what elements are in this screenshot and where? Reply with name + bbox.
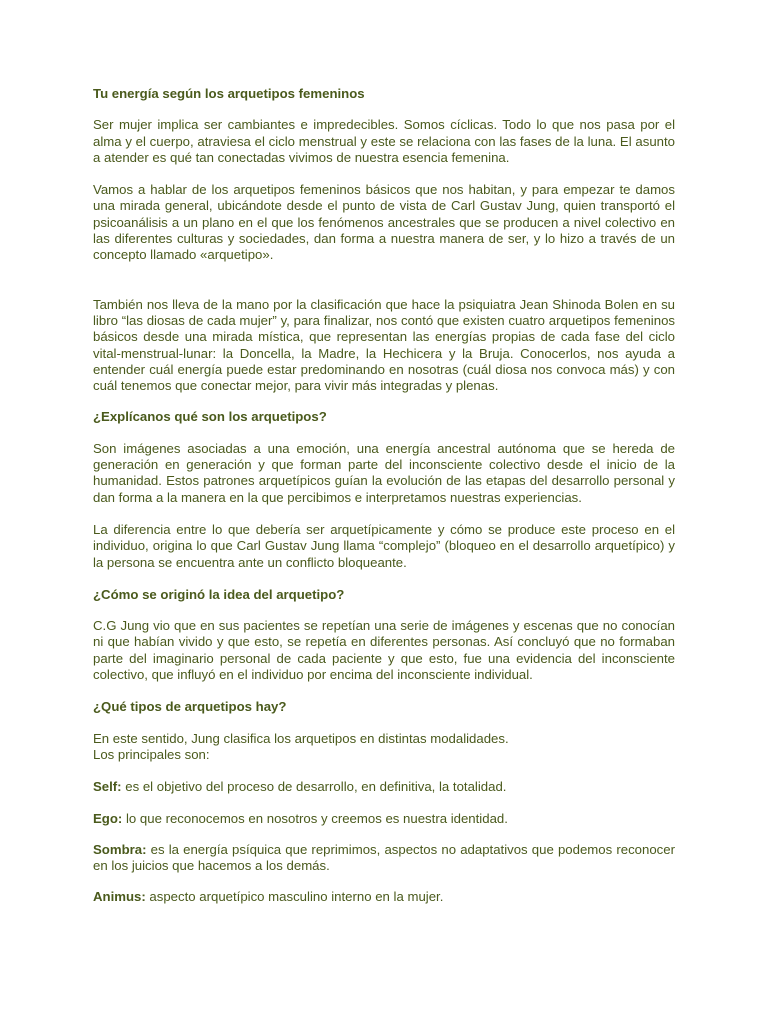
paragraph-definition: Son imágenes asociadas a una emoción, una energía ancestral autónoma que se hereda de generación en generación y que forman parte del inconsciente colectivo desde el inicio de la humanidad. Estos patrones arquetípicos guían la evolución de las etapas del desarrollo personal y dan forma a la manera en la que percibimos e interpretamos nuestras experiencias. <box>93 440 675 505</box>
document-page <box>93 86 675 921</box>
definition-ego <box>93 811 675 827</box>
paragraph-jung: Vamos a hablar de los arquetipos femeninos básicos que nos habitan, y para empezar te damos una mirada general, ubicándote desde el punto de vista de Carl Gustav Jung, quien transportó el psicoanálisis a un plano en el que los fenómenos ancestrales que se producen a nivel colectivo en las diferentes culturas y sociedades, dan forma a nuestra manera de ser, y lo hizo a través de un concepto llamado «arquetipo». <box>93 182 675 263</box>
definition-text: lo que reconocemos en nosotros y creemos es nuestra identidad. <box>122 810 508 826</box>
definition-sombra <box>93 842 675 875</box>
definition-text: es el objetivo del proceso de desarrollo, en definitiva, la totalidad. <box>121 779 507 795</box>
definition-text: aspecto arquetípico masculino interno en la mujer. <box>145 889 444 905</box>
paragraph-types <box>93 731 675 764</box>
definition-term: Sombra: <box>93 841 147 857</box>
definition-animus <box>93 889 675 905</box>
paragraph-bolen: También nos lleva de la mano por la clasificación que hace la psiquiatra Jean Shinoda Bolen en su libro “las diosas de cada mujer” y, para finalizar, nos contó que existen cuatro arquetipos femeninos básicos desde una mirada mística, que representan las energías propias de cada fase del ciclo vital-menstrual-lunar: la Doncella, la Madre, la Hechicera y la Bruja. Conocerlos, nos ayuda a entender cuál energía puede estar predominando en nosotras (cuál diosa nos convoca más) y con cuál tenemos que conectar mejor, para vivir más integradas y plenas. <box>93 296 675 394</box>
heading-origin: ¿Cómo se originó la idea del arquetipo? <box>93 586 345 602</box>
paragraph-complex: La diferencia entre lo que debería ser arquetípicamente y cómo se produce este proceso en el individuo, origina lo que Carl Gustav Jung llama “complejo” (bloqueo en el desarrollo arquetípico) y la persona se encuentra ante un conflicto bloqueante. <box>93 521 675 570</box>
heading-types: ¿Qué tipos de arquetipos hay? <box>93 699 287 715</box>
heading-what-are-archetypes: ¿Explícanos qué son los arquetipos? <box>93 409 327 425</box>
definition-term: Self: <box>93 779 122 795</box>
types-line-1: En este sentido, Jung clasifica los arquetipos en distintas modalidades. <box>93 730 509 746</box>
definition-term: Ego: <box>93 810 123 826</box>
types-line-2: Los principales son: <box>93 746 210 762</box>
paragraph-intro: Ser mujer implica ser cambiantes e impredecibles. Somos cíclicas. Todo lo que nos pasa por el alma y el cuerpo, atraviesa el ciclo menstrual y este se relaciona con las fases de la luna. El asunto a atender es qué tan conectadas vivimos de nuestra esencia femenina. <box>93 117 675 165</box>
definition-text: es la energía psíquica que reprimimos, aspectos no adaptativos que podemos reconocer en los juicios que hacemos a los demás. <box>93 841 675 874</box>
definition-term: Animus: <box>93 889 146 905</box>
document-title: Tu energía según los arquetipos femeninos <box>93 86 365 101</box>
definition-self <box>93 779 675 795</box>
paragraph-origin: C.G Jung vio que en sus pacientes se repetían una serie de imágenes y escenas que no conocían ni que habían vivido y que esto, se repetía en diferentes personas. Así concluyó que no formaban parte del imaginario personal de cada paciente y que esto, fue una evidencia del inconsciente colectivo, que influyó en el individuo por encima del inconsciente individual. <box>93 618 675 683</box>
